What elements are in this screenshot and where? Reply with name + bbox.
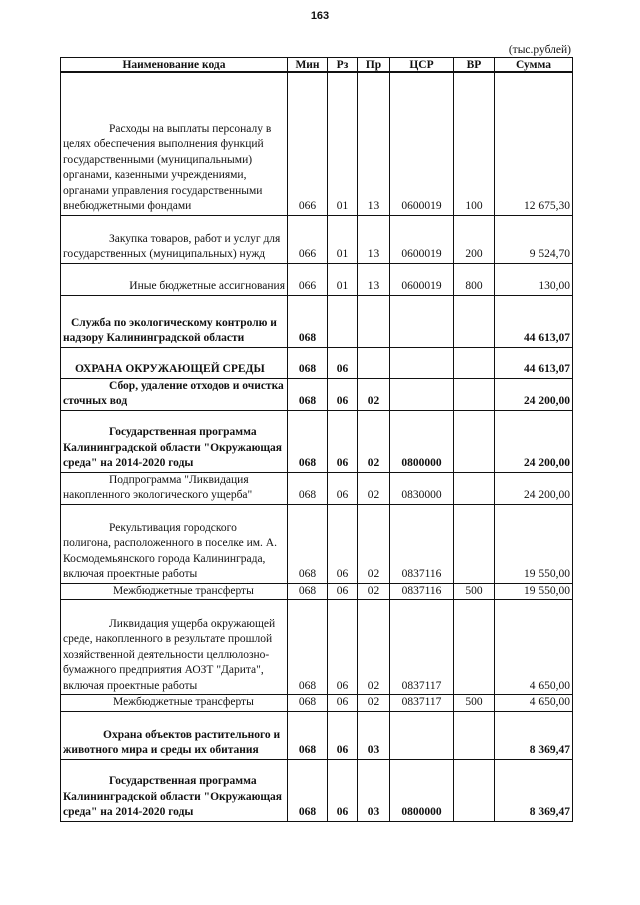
row-name: Государственная программа Калининградской области "Окружающая среда" на 2014-2020 годы	[61, 410, 288, 472]
row-pr: 02	[358, 378, 390, 410]
row-csr	[390, 295, 454, 347]
row-rz	[328, 295, 358, 347]
budget-table	[60, 57, 573, 822]
row-name: Межбюджетные трансферты	[61, 583, 288, 600]
row-csr: 0600019	[390, 263, 454, 295]
row-rz: 06	[328, 759, 358, 821]
row-min: 066	[288, 215, 328, 263]
row-pr: 13	[358, 215, 390, 263]
row-vr: 200	[454, 215, 495, 263]
row-sum: 4 650,00	[495, 600, 573, 695]
row-pr: 02	[358, 504, 390, 583]
row-csr	[390, 711, 454, 759]
table-row	[61, 472, 573, 504]
row-rz: 06	[328, 711, 358, 759]
row-name: Служба по экологическому контролю и надзору Калининградской области	[61, 295, 288, 347]
row-pr: 13	[358, 72, 390, 215]
row-vr: 500	[454, 583, 495, 600]
header-name: Наименование кода	[61, 58, 288, 73]
page-number: 163	[310, 10, 330, 22]
row-rz: 06	[328, 410, 358, 472]
row-sum: 9 524,70	[495, 215, 573, 263]
row-csr: 0837117	[390, 600, 454, 695]
row-rz: 06	[328, 600, 358, 695]
row-min: 068	[288, 600, 328, 695]
row-csr: 0600019	[390, 215, 454, 263]
row-sum: 130,00	[495, 263, 573, 295]
row-name: ОХРАНА ОКРУЖАЮЩЕЙ СРЕДЫ	[61, 347, 288, 378]
row-csr: 0837117	[390, 695, 454, 712]
table-row	[61, 600, 573, 695]
row-min: 068	[288, 472, 328, 504]
row-min: 068	[288, 295, 328, 347]
row-csr: 0800000	[390, 759, 454, 821]
table-row	[61, 215, 573, 263]
row-min: 068	[288, 378, 328, 410]
row-vr	[454, 410, 495, 472]
row-vr: 100	[454, 72, 495, 215]
row-vr	[454, 295, 495, 347]
table-row	[61, 695, 573, 712]
row-min: 068	[288, 504, 328, 583]
row-name: Охрана объектов растительного и животного мира и среды их обитания	[61, 711, 288, 759]
row-vr	[454, 711, 495, 759]
row-name: Сбор, удаление отходов и очистка сточных вод	[61, 378, 288, 410]
row-sum: 8 369,47	[495, 759, 573, 821]
row-vr	[454, 600, 495, 695]
row-vr	[454, 759, 495, 821]
row-name: Ликвидация ущерба окружающей среде, накопленного в результате прошлой хозяйственной деятельности целлюлозно-бумажного предприятия АОЗТ "Дарита", включая проектные работы	[61, 600, 288, 695]
header-rz: Рз	[328, 58, 358, 73]
table-row	[61, 72, 573, 215]
row-pr: 02	[358, 600, 390, 695]
row-csr: 0600019	[390, 72, 454, 215]
row-rz: 01	[328, 215, 358, 263]
row-min: 066	[288, 72, 328, 215]
row-csr	[390, 378, 454, 410]
table-row	[61, 378, 573, 410]
row-vr	[454, 472, 495, 504]
header-vr: ВР	[454, 58, 495, 73]
row-vr: 800	[454, 263, 495, 295]
row-sum: 24 200,00	[495, 410, 573, 472]
row-pr: 13	[358, 263, 390, 295]
row-sum: 12 675,30	[495, 72, 573, 215]
row-pr: 02	[358, 472, 390, 504]
header-min: Мин	[288, 58, 328, 73]
header-csr: ЦСР	[390, 58, 454, 73]
row-name: Закупка товаров, работ и услуг для государственных (муниципальных) нужд	[61, 215, 288, 263]
row-sum: 19 550,00	[495, 583, 573, 600]
row-csr: 0837116	[390, 504, 454, 583]
row-csr: 0837116	[390, 583, 454, 600]
row-min: 066	[288, 263, 328, 295]
row-pr: 03	[358, 711, 390, 759]
header-sum: Сумма	[495, 58, 573, 73]
table-row	[61, 295, 573, 347]
row-vr	[454, 504, 495, 583]
row-pr: 02	[358, 583, 390, 600]
row-pr: 02	[358, 695, 390, 712]
table-row	[61, 263, 573, 295]
row-rz: 01	[328, 72, 358, 215]
header-pr: Пр	[358, 58, 390, 73]
row-sum: 19 550,00	[495, 504, 573, 583]
row-sum: 44 613,07	[495, 295, 573, 347]
row-name: Межбюджетные трансферты	[61, 695, 288, 712]
row-min: 068	[288, 711, 328, 759]
row-sum: 8 369,47	[495, 711, 573, 759]
row-sum: 4 650,00	[495, 695, 573, 712]
row-min: 068	[288, 695, 328, 712]
row-name: Расходы на выплаты персоналу в целях обеспечения выполнения функций государственными (муниципальными) органами, казенными учреждениями, органами управления государственными внебюджетными фондами	[61, 72, 288, 215]
row-name: Иные бюджетные ассигнования	[61, 263, 288, 295]
row-min: 068	[288, 410, 328, 472]
row-rz: 06	[328, 472, 358, 504]
row-sum: 24 200,00	[495, 472, 573, 504]
row-csr: 0830000	[390, 472, 454, 504]
row-vr	[454, 378, 495, 410]
header-row	[61, 58, 573, 73]
row-rz: 06	[328, 695, 358, 712]
row-csr: 0800000	[390, 410, 454, 472]
row-min: 068	[288, 583, 328, 600]
table-row	[61, 504, 573, 583]
row-sum: 24 200,00	[495, 378, 573, 410]
row-name: Подпрограмма "Ликвидация накопленного экологического ущерба"	[61, 472, 288, 504]
table-row	[61, 347, 573, 378]
table-row	[61, 711, 573, 759]
row-rz: 06	[328, 347, 358, 378]
row-rz: 01	[328, 263, 358, 295]
row-pr	[358, 295, 390, 347]
row-rz: 06	[328, 504, 358, 583]
row-rz: 06	[328, 583, 358, 600]
row-pr: 02	[358, 410, 390, 472]
row-vr: 500	[454, 695, 495, 712]
row-name: Рекультивация городского полигона, расположенного в поселке им. А. Космодемьянского города Калининграда, включая проектные работы	[61, 504, 288, 583]
units-label: (тыс.рублей)	[508, 44, 571, 56]
row-sum: 44 613,07	[495, 347, 573, 378]
table-row	[61, 410, 573, 472]
row-pr	[358, 347, 390, 378]
row-csr	[390, 347, 454, 378]
table-row	[61, 583, 573, 600]
row-min: 068	[288, 759, 328, 821]
row-name: Государственная программа Калининградской области "Окружающая среда" на 2014-2020 годы	[61, 759, 288, 821]
table-row	[61, 759, 573, 821]
row-vr	[454, 347, 495, 378]
row-min: 068	[288, 347, 328, 378]
row-rz: 06	[328, 378, 358, 410]
row-pr: 03	[358, 759, 390, 821]
